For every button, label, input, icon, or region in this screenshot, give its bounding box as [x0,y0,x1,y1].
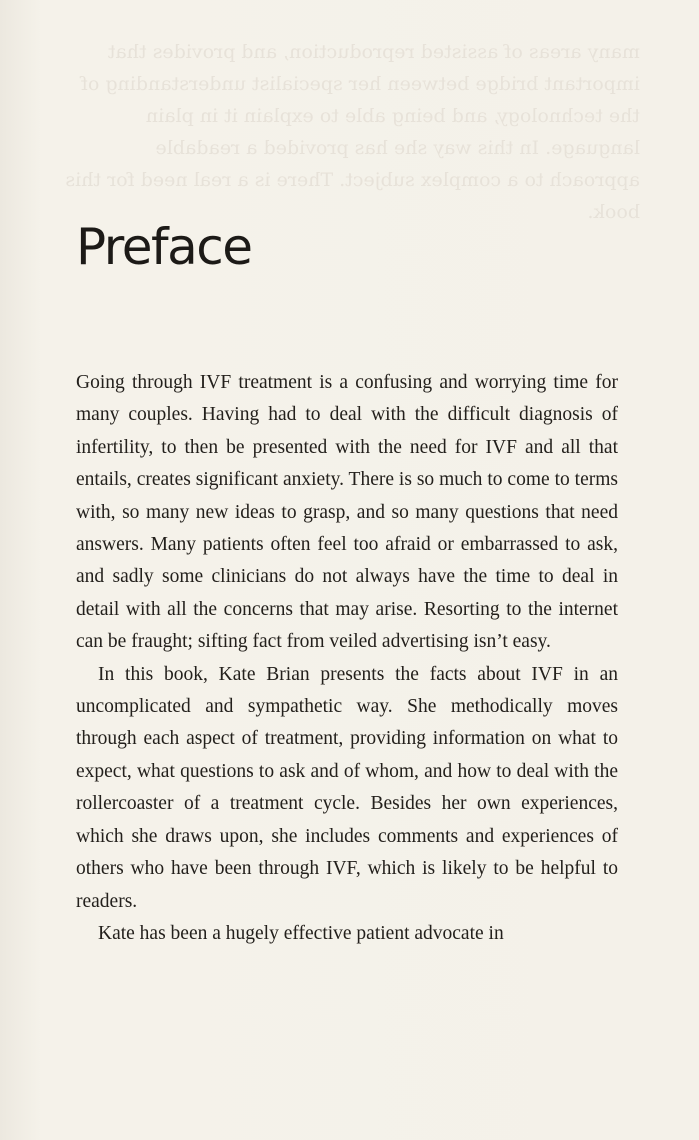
paragraph-1: Going through IVF treatment is a confusing and worrying time for many couples. Having had to deal with the difficult diagnosis of infertility, to then be presented with the need for IVF and all that entails, creates significant anxiety. There is so much to come to terms with, so many new ideas to grasp, and so many questions that need answers. Many patients often feel too afraid or embarrassed to ask, and sadly some clinicians do not always have the time to deal in detail with all the concerns that may arise. Resorting to the internet can be fraught; sifting fact from veiled advertising isn’t easy. [76,372,618,653]
page-title: Preface [76,218,252,276]
paragraph-2: In this book, Kate Brian presents the facts about IVF in an uncomplicated and sympathetic way. She methodically moves through each aspect of treatment, providing information on what to expect, what questions to ask and of whom, and how to deal with the rollercoaster of a treatment cycle. Besides her own experiences, which she draws upon, she includes comments and experiences of others who have been through IVF, which is likely to be helpful to readers. [76,663,618,912]
preface-body [76,367,618,950]
paragraph-3: Kate has been a hugely effective patient advocate in [98,922,504,944]
show-through-text: many areas of assisted reproduction, and provides that important bridge between her specialist understanding of the technology, and being able to explain it in plain language. In this way she has provided a readable approach to a complex subject. There is a real need for this book. [65,41,640,223]
